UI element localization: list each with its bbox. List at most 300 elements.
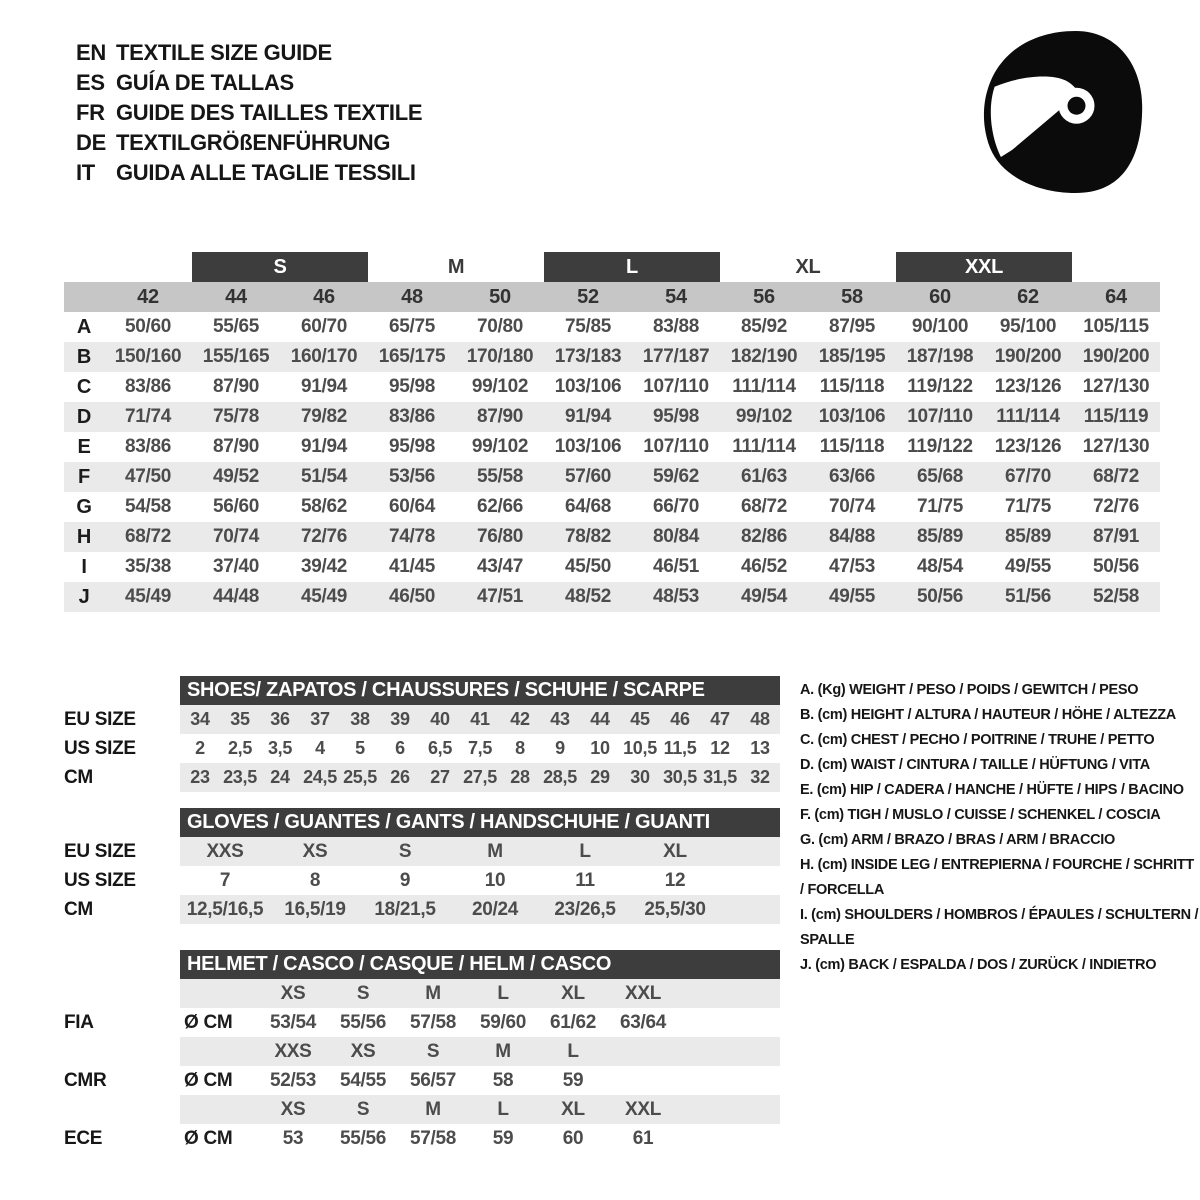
shoe-size-value: 40 — [430, 709, 450, 729]
measurement-value: 103/106 — [554, 436, 622, 457]
measurement-value: 50/60 — [124, 316, 172, 337]
helmet-size-label: XL — [561, 982, 585, 1004]
measurement-value: 70/80 — [476, 316, 524, 337]
measurement-value: 115/118 — [819, 376, 885, 397]
measurement-value: 48/54 — [916, 556, 964, 577]
measurement-value: 47/51 — [476, 586, 524, 607]
legend-item: E. (cm) HIP / CADERA / HANCHE / HÜFTE / HIPS / BACINO — [800, 782, 1184, 798]
measurement-value: 123/126 — [994, 436, 1062, 457]
helmet-standard-group — [64, 1095, 780, 1153]
measurement-value: 95/98 — [388, 436, 436, 457]
measurement-value: 72/76 — [300, 526, 348, 547]
measurement-row — [64, 522, 1160, 552]
shoe-size-value: 24,5 — [303, 767, 337, 787]
gloves-section — [64, 808, 780, 924]
glove-size-value: L — [579, 840, 591, 862]
measurement-value: 111/114 — [732, 376, 796, 397]
helmet-size-label: S — [426, 1040, 440, 1062]
shoe-size-value: 11,5 — [663, 738, 697, 758]
measurement-value: 65/68 — [916, 466, 964, 487]
measurement-value: 75/85 — [564, 316, 612, 337]
measurement-value: 91/94 — [564, 406, 612, 427]
helmet-standard-label: ECE — [64, 1127, 103, 1149]
measurement-value: 54/58 — [124, 496, 172, 517]
measurement-value: 62/66 — [476, 496, 524, 517]
measurement-value: 91/94 — [300, 376, 348, 397]
measurement-value: 85/89 — [1004, 526, 1052, 547]
helmet-size-value: 55/56 — [339, 1127, 387, 1149]
helmet-size-label: M — [425, 982, 441, 1004]
legend-item: B. (cm) HEIGHT / ALTURA / HAUTEUR / HÖHE / ALTEZZA — [800, 707, 1176, 723]
measurement-value: 111/114 — [732, 436, 796, 457]
helmet-size-value: 54/55 — [339, 1069, 387, 1091]
helmet-value-row — [64, 1124, 780, 1153]
measurement-value: 85/92 — [740, 316, 788, 337]
measurement-value: 150/160 — [114, 346, 182, 367]
measurement-value: 90/100 — [911, 316, 969, 337]
glove-size-value: 11 — [575, 869, 595, 891]
measurement-value: 170/180 — [466, 346, 534, 367]
row-letter: I — [81, 555, 87, 578]
guide-title: GUIDA ALLE TAGLIE TESSILI — [116, 160, 416, 185]
shoe-size-value: 36 — [270, 709, 290, 729]
shoe-size-value: 2 — [195, 738, 205, 758]
measurement-row — [64, 552, 1160, 582]
helmet-size-value: 58 — [492, 1069, 514, 1091]
measurement-value: 85/89 — [916, 526, 964, 547]
shoe-size-value: 32 — [750, 767, 770, 787]
measurement-value: 71/75 — [1004, 496, 1052, 517]
measurement-row — [64, 312, 1160, 342]
shoe-size-value: 6,5 — [427, 738, 453, 758]
measurement-value: 56/60 — [212, 496, 260, 517]
measurement-value: 78/82 — [564, 526, 612, 547]
measurement-value: 80/84 — [652, 526, 700, 547]
measurement-row — [64, 372, 1160, 402]
shoes-row-label: CM — [64, 766, 93, 788]
helmet-size-label: L — [497, 982, 509, 1004]
shoe-size-value: 28 — [510, 767, 530, 787]
measurement-value: 99/102 — [471, 436, 529, 457]
measurement-value: 70/74 — [828, 496, 876, 517]
language-title-line — [76, 98, 422, 128]
shoe-size-value: 10,5 — [623, 738, 657, 758]
textile-size-table — [64, 252, 1160, 612]
shoe-size-value: 47 — [710, 709, 730, 729]
measurement-value: 103/106 — [818, 406, 886, 427]
measurement-value: 173/183 — [554, 346, 622, 367]
measurement-value: 53/56 — [388, 466, 436, 487]
measurement-value: 58/62 — [300, 496, 348, 517]
measurement-value: 48/52 — [564, 586, 612, 607]
size-number: 58 — [841, 285, 863, 308]
measurement-value: 103/106 — [554, 376, 622, 397]
measurement-value: 46/50 — [388, 586, 436, 607]
measurement-value: 47/50 — [124, 466, 172, 487]
helmet-size-value: 52/53 — [269, 1069, 317, 1091]
row-letter: G — [76, 495, 92, 518]
helmet-size-label: XXL — [624, 1098, 662, 1120]
measurement-value: 83/86 — [124, 436, 172, 457]
measurement-value: 70/74 — [212, 526, 260, 547]
size-header-m: M — [447, 256, 465, 278]
glove-size-value: 7 — [219, 869, 231, 891]
legend-item: A. (Kg) WEIGHT / PESO / POIDS / GEWITCH / PESO — [800, 682, 1139, 698]
measurement-value: 91/94 — [300, 436, 348, 457]
measurement-value: 95/98 — [388, 376, 436, 397]
measurement-value: 190/200 — [1082, 346, 1150, 367]
size-number: 52 — [577, 285, 599, 308]
measurement-value: 95/100 — [999, 316, 1057, 337]
measurement-value: 82/86 — [740, 526, 788, 547]
measurement-value: 99/102 — [735, 406, 793, 427]
glove-size-value: XS — [302, 840, 328, 862]
legend-item: G. (cm) ARM / BRAZO / BRAS / ARM / BRACCIO — [800, 832, 1115, 848]
measurement-value: 68/72 — [124, 526, 172, 547]
measurement-value: 44/48 — [212, 586, 260, 607]
helmet-size-label: L — [567, 1040, 579, 1062]
spacer — [64, 950, 180, 979]
measurement-value: 66/70 — [652, 496, 700, 517]
shoe-size-value: 9 — [555, 738, 565, 758]
legend-item: I. (cm) SHOULDERS / HOMBROS / ÉPAULES / SCHULTERN / SPALLE — [800, 907, 1199, 948]
row-letter: H — [76, 525, 92, 548]
shoe-size-value: 10 — [590, 738, 610, 758]
size-number: 64 — [1105, 285, 1127, 308]
gloves-row-label: US SIZE — [64, 869, 136, 891]
helmet-size-value: 63/64 — [619, 1011, 667, 1033]
legend-item: D. (cm) WAIST / CINTURA / TAILLE / HÜFTUNG / VITA — [800, 757, 1150, 773]
diameter-unit-label: Ø CM — [184, 1069, 233, 1091]
measurement-value: 115/119 — [1083, 406, 1149, 427]
measurement-row — [64, 582, 1160, 612]
language-title-block — [76, 38, 422, 188]
gloves-row-label: EU SIZE — [64, 840, 136, 862]
helmet-size-value: 57/58 — [409, 1127, 457, 1149]
helmet-size-label: M — [495, 1040, 511, 1062]
measurement-value: 87/90 — [476, 406, 524, 427]
measurement-value: 84/88 — [828, 526, 876, 547]
shoe-size-value: 7,5 — [467, 738, 493, 758]
glove-size-value: XXS — [206, 840, 244, 862]
helmet-size-label: L — [497, 1098, 509, 1120]
size-number: 60 — [929, 285, 951, 308]
size-number: 44 — [225, 285, 247, 308]
gloves-row — [64, 837, 780, 866]
helmet-size-label: XXS — [274, 1040, 312, 1062]
gloves-section-title: GLOVES / GUANTES / GANTS / HANDSCHUHE / GUANTI — [180, 808, 780, 837]
shoe-size-value: 28,5 — [543, 767, 577, 787]
measurement-value: 71/75 — [916, 496, 964, 517]
shoe-size-value: 13 — [750, 738, 770, 758]
helmet-size-label: XXL — [624, 982, 662, 1004]
measurement-value: 87/90 — [212, 436, 260, 457]
language-code: ES — [76, 70, 105, 95]
shoe-size-value: 41 — [470, 709, 490, 729]
measurement-value: 51/56 — [1004, 586, 1052, 607]
glove-size-value: M — [487, 840, 503, 862]
shoes-row-label: EU SIZE — [64, 708, 136, 730]
measurement-value: 75/78 — [212, 406, 260, 427]
helmet-size-value: 61 — [632, 1127, 654, 1149]
row-letter: E — [77, 435, 91, 458]
size-number: 54 — [665, 285, 687, 308]
helmet-size-value: 55/56 — [339, 1011, 387, 1033]
measurement-value: 59/62 — [652, 466, 700, 487]
gloves-row — [64, 895, 780, 924]
shoe-size-value: 42 — [510, 709, 530, 729]
glove-size-value: 20/24 — [471, 898, 519, 920]
measurement-value: 83/88 — [652, 316, 700, 337]
measurement-value: 87/91 — [1092, 526, 1140, 547]
size-header-xl: XL — [795, 256, 821, 278]
shoe-size-value: 23 — [190, 767, 210, 787]
measurement-value: 155/165 — [202, 346, 270, 367]
language-title-line — [76, 128, 422, 158]
size-number: 50 — [489, 285, 511, 308]
shoe-size-value: 27 — [430, 767, 450, 787]
measurement-value: 160/170 — [290, 346, 358, 367]
shoe-size-value: 3,5 — [267, 738, 293, 758]
shoe-size-value: 27,5 — [463, 767, 497, 787]
measurement-value: 83/86 — [388, 406, 436, 427]
measurement-value: 49/55 — [828, 586, 876, 607]
shoe-size-value: 4 — [315, 738, 325, 758]
helmet-standard-label: FIA — [64, 1011, 94, 1033]
shoe-size-value: 26 — [390, 767, 410, 787]
measurement-value: 76/80 — [476, 526, 524, 547]
measurement-value: 87/90 — [212, 376, 260, 397]
measurement-value: 43/47 — [476, 556, 524, 577]
helmet-standard-group — [64, 1037, 780, 1095]
glove-size-value: 25,5/30 — [644, 898, 706, 920]
measurement-value: 57/60 — [564, 466, 612, 487]
row-letter: C — [76, 375, 92, 398]
size-number: 56 — [753, 285, 775, 308]
measurement-value: 64/68 — [564, 496, 612, 517]
glove-size-value: 23/26,5 — [554, 898, 616, 920]
language-code: IT — [76, 160, 95, 185]
measurement-value: 52/58 — [1092, 586, 1140, 607]
shoes-row — [64, 763, 780, 792]
measurement-value: 187/198 — [906, 346, 974, 367]
legend-item: H. (cm) INSIDE LEG / ENTREPIERNA / FOURCHE / SCHRITT / FORCELLA — [800, 857, 1194, 898]
shoe-size-value: 2,5 — [227, 738, 253, 758]
measurement-value: 105/115 — [1083, 316, 1149, 337]
glove-size-value: 9 — [399, 869, 411, 891]
measurement-value: 107/110 — [907, 406, 973, 427]
size-number: 48 — [401, 285, 423, 308]
measurement-row — [64, 462, 1160, 492]
helmet-size-label: XS — [350, 1040, 376, 1062]
measurement-value: 48/53 — [652, 586, 700, 607]
measurement-value: 67/70 — [1004, 466, 1052, 487]
measurement-value: 119/122 — [907, 436, 973, 457]
shoe-size-value: 46 — [670, 709, 690, 729]
measurement-value: 49/54 — [740, 586, 788, 607]
measurement-row — [64, 492, 1160, 522]
glove-size-value: 16,5/19 — [284, 898, 346, 920]
size-header-s: S — [192, 252, 368, 282]
helmet-size-label: S — [356, 982, 370, 1004]
measurement-value: 111/114 — [996, 406, 1060, 427]
helmet-size-value: 57/58 — [409, 1011, 457, 1033]
language-title-line — [76, 68, 422, 98]
row-letter: J — [78, 585, 90, 608]
size-number: 46 — [313, 285, 335, 308]
shoes-section-title: SHOES/ ZAPATOS / CHAUSSURES / SCHUHE / SCARPE — [180, 676, 780, 705]
glove-size-value: 18/21,5 — [374, 898, 436, 920]
measurement-value: 182/190 — [730, 346, 798, 367]
language-code: EN — [76, 40, 106, 65]
language-title-line — [76, 158, 422, 188]
guide-title: TEXTILE SIZE GUIDE — [116, 40, 332, 65]
measurement-value: 65/75 — [388, 316, 436, 337]
row-letter: B — [76, 345, 92, 368]
glove-size-value: XL — [663, 840, 687, 862]
shoe-size-value: 38 — [350, 709, 370, 729]
spacer — [64, 808, 180, 837]
row-letter: F — [78, 465, 90, 488]
measurement-value: 95/98 — [652, 406, 700, 427]
helmet-size-value: 59 — [562, 1069, 584, 1091]
measurement-value: 35/38 — [124, 556, 172, 577]
helmet-section-title: HELMET / CASCO / CASQUE / HELM / CASCO — [180, 950, 780, 979]
glove-size-value: 12,5/16,5 — [186, 898, 264, 920]
measurement-value: 99/102 — [471, 376, 529, 397]
helmet-size-value: 61/62 — [549, 1011, 597, 1033]
measurement-value: 190/200 — [994, 346, 1062, 367]
size-letter-header-row — [64, 252, 1160, 282]
shoe-size-value: 44 — [590, 709, 610, 729]
diameter-unit-label: Ø CM — [184, 1127, 233, 1149]
row-letter: D — [76, 405, 92, 428]
shoe-size-value: 5 — [355, 738, 365, 758]
helmet-size-label: XS — [280, 1098, 306, 1120]
measurement-value: 87/95 — [828, 316, 876, 337]
helmet-size-label: XS — [280, 982, 306, 1004]
helmet-standard-group — [64, 979, 780, 1037]
measurement-value: 68/72 — [740, 496, 788, 517]
measurement-value: 79/82 — [300, 406, 348, 427]
footwear-gloves-helmet-sections — [64, 676, 780, 1169]
shoes-row-label: US SIZE — [64, 737, 136, 759]
helmet-size-header-row — [64, 1095, 780, 1124]
measurement-value: 61/63 — [740, 466, 788, 487]
measurement-value: 46/52 — [740, 556, 788, 577]
shoe-size-value: 43 — [550, 709, 570, 729]
shoe-size-value: 37 — [310, 709, 330, 729]
measurement-value: 119/122 — [907, 376, 973, 397]
helmet-section — [64, 950, 780, 1153]
measurement-value: 41/45 — [388, 556, 436, 577]
size-number: 62 — [1017, 285, 1039, 308]
measurement-value: 49/55 — [1004, 556, 1052, 577]
measurement-rows — [64, 312, 1160, 612]
shoe-size-value: 30,5 — [663, 767, 697, 787]
helmet-size-label: XL — [561, 1098, 585, 1120]
measurement-value: 60/64 — [388, 496, 436, 517]
measurement-value: 37/40 — [212, 556, 260, 577]
racing-helmet-icon — [972, 22, 1154, 202]
measurement-value: 177/187 — [642, 346, 710, 367]
language-code: DE — [76, 130, 106, 155]
spacer — [64, 676, 180, 705]
helmet-size-value: 53/54 — [269, 1011, 317, 1033]
measurement-value: 68/72 — [1092, 466, 1140, 487]
measurement-value: 127/130 — [1082, 376, 1150, 397]
shoe-size-value: 12 — [710, 738, 730, 758]
measurement-value: 45/50 — [564, 556, 612, 577]
glove-size-value: 12 — [664, 869, 686, 891]
shoe-size-value: 23,5 — [223, 767, 257, 787]
helmet-size-header-row — [64, 1037, 780, 1066]
shoe-size-value: 48 — [750, 709, 770, 729]
measurement-value: 50/56 — [1092, 556, 1140, 577]
measurement-value: 115/118 — [819, 436, 885, 457]
legend-item: F. (cm) TIGH / MUSLO / CUISSE / SCHENKEL / COSCIA — [800, 807, 1161, 823]
measurement-row — [64, 432, 1160, 462]
helmet-size-value: 56/57 — [409, 1069, 457, 1091]
legend-item: J. (cm) BACK / ESPALDA / DOS / ZURÜCK / INDIETRO — [800, 957, 1157, 973]
measurement-value: 50/56 — [916, 586, 964, 607]
glove-size-value: 10 — [484, 869, 506, 891]
guide-title: GUÍA DE TALLAS — [116, 70, 294, 95]
measurement-value: 45/49 — [124, 586, 172, 607]
measurement-value: 39/42 — [300, 556, 348, 577]
size-number: 42 — [137, 285, 159, 308]
shoes-row — [64, 734, 780, 763]
shoes-row — [64, 705, 780, 734]
helmet-size-value: 59/60 — [479, 1011, 527, 1033]
helmet-size-label: M — [425, 1098, 441, 1120]
measurement-value: 83/86 — [124, 376, 172, 397]
guide-title: TEXTILGRÖßENFÜHRUNG — [116, 130, 391, 155]
measurement-value: 74/78 — [388, 526, 436, 547]
measurement-value: 72/76 — [1092, 496, 1140, 517]
measurement-value: 63/66 — [828, 466, 876, 487]
measurement-value: 60/70 — [300, 316, 348, 337]
helmet-value-row — [64, 1008, 780, 1037]
measurement-value: 107/110 — [643, 376, 709, 397]
measurement-value: 127/130 — [1082, 436, 1150, 457]
shoe-size-value: 30 — [630, 767, 650, 787]
shoe-size-value: 39 — [390, 709, 410, 729]
legend-item: C. (cm) CHEST / PECHO / POITRINE / TRUHE / PETTO — [800, 732, 1155, 748]
size-header-xxl: XXL — [896, 252, 1072, 282]
shoe-size-value: 29 — [590, 767, 610, 787]
size-header-l: L — [544, 252, 720, 282]
shoe-size-value: 8 — [515, 738, 525, 758]
measurement-value: 55/58 — [476, 466, 524, 487]
shoe-size-value: 34 — [190, 709, 210, 729]
measurement-value: 51/54 — [300, 466, 348, 487]
helmet-size-header-row — [64, 979, 780, 1008]
gloves-row — [64, 866, 780, 895]
shoe-size-value: 6 — [395, 738, 405, 758]
diameter-unit-label: Ø CM — [184, 1011, 233, 1033]
gloves-row-label: CM — [64, 898, 93, 920]
measurement-row — [64, 342, 1160, 372]
measurement-value: 55/65 — [212, 316, 260, 337]
helmet-size-value: 53 — [282, 1127, 304, 1149]
measurement-legend — [800, 678, 1200, 978]
measurement-value: 45/49 — [300, 586, 348, 607]
language-code: FR — [76, 100, 105, 125]
glove-size-value: S — [398, 840, 412, 862]
helmet-size-value: 60 — [562, 1127, 584, 1149]
guide-title: GUIDE DES TAILLES TEXTILE — [116, 100, 423, 125]
